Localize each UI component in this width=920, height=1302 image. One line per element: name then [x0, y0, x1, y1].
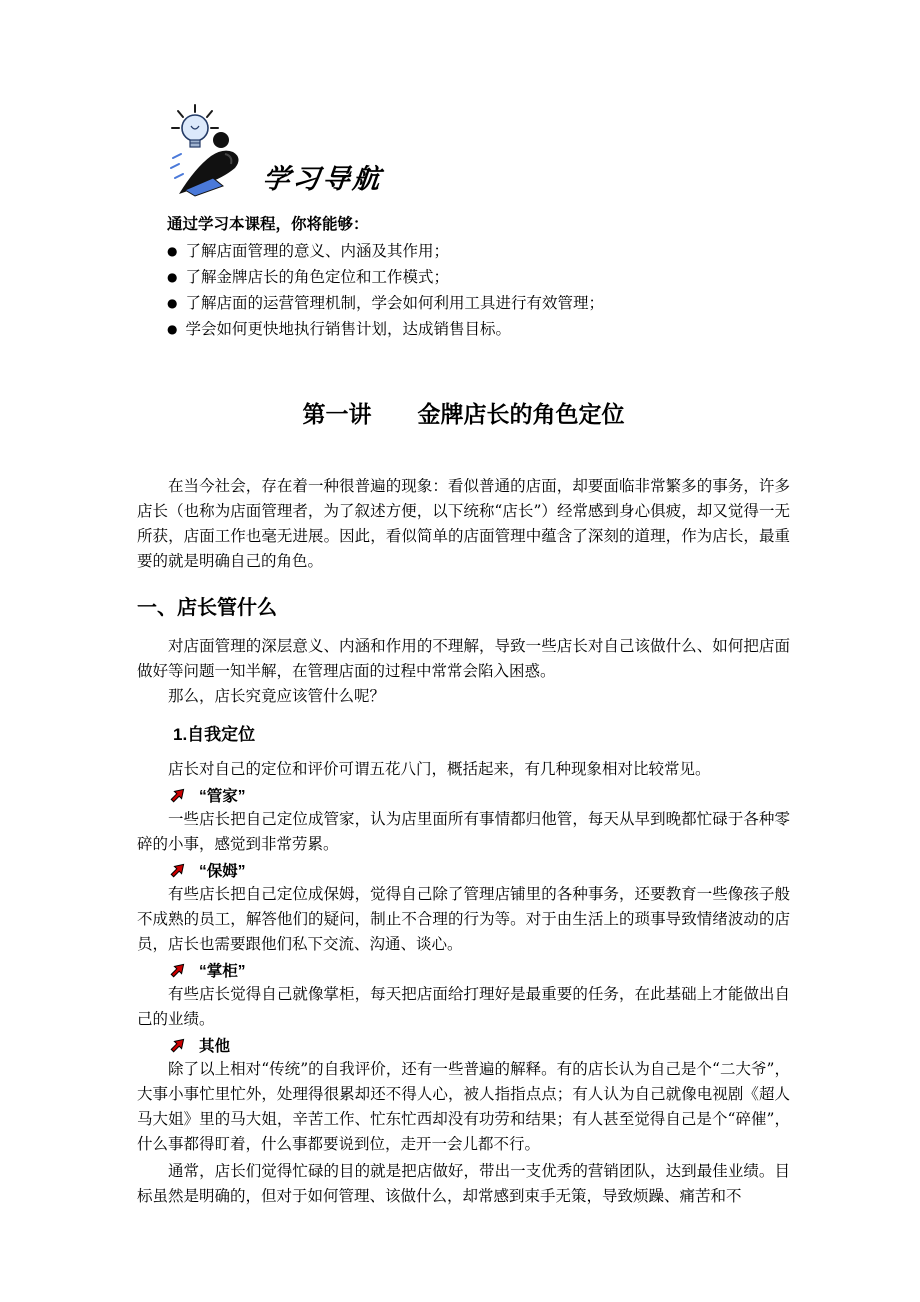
section-heading: 一、店长管什么: [137, 597, 277, 619]
banner-title: 学习导航: [261, 164, 385, 195]
bullet-icon: ●: [167, 296, 178, 310]
red-arrow-icon: [169, 786, 187, 804]
self-position-item-header: [169, 957, 790, 982]
objective-text: 学会如何更快地执行销售计划，达成销售目标。: [185, 320, 511, 338]
red-arrow-icon: [169, 1036, 187, 1054]
objective-text: 了解金牌店长的角色定位和工作模式；: [185, 268, 449, 286]
section-paragraph: 对店面管理的深层意义、内涵和作用的不理解，导致一些店长对自己该做什么、如何把店面做好等问题一知半解，在管理店面的过程中常常会陷入困惑。: [137, 637, 790, 680]
item-label: “掌柜”: [199, 962, 246, 980]
lightbulb-reader-clipart-image: [165, 102, 253, 200]
item-paragraph: 有些店长把自己定位成保姆，觉得自己除了管理店铺里的各种事务，还要教育一些像孩子般不成熟的员工，解答他们的疑问，制止不合理的行为等。对于由生活上的琐事导致情绪波动的店员，店长也需要跟他们私下交流、沟通、谈心。: [137, 885, 790, 953]
course-objectives: [167, 212, 790, 342]
item-label: “保姆”: [199, 862, 246, 880]
item-paragraph: 有些店长觉得自己就像掌柜，每天把店面给打理好是最重要的任务，在此基础上才能做出自己的业绩。: [137, 985, 790, 1028]
red-arrow-icon: [169, 861, 187, 879]
subsection-heading: 1.自我定位: [173, 725, 256, 744]
objective-text: 了解店面管理的意义、内涵及其作用；: [185, 242, 449, 260]
self-position-item-header: [169, 782, 790, 807]
bullet-icon: ●: [167, 270, 178, 284]
objective-item: [167, 290, 790, 316]
item-paragraph: 一些店长把自己定位成管家，认为店里面所有事情都归他管，每天从早到晚都忙碌于各种零碎的小事，感觉到非常劳累。: [137, 810, 790, 853]
study-nav-banner: [137, 100, 790, 200]
bullet-icon: ●: [167, 244, 178, 258]
self-position-item-header: [169, 1032, 790, 1057]
objective-text: 了解店面的运营管理机制，学会如何利用工具进行有效管理；: [185, 294, 604, 312]
item-label: 其他: [199, 1037, 231, 1055]
objective-item: [167, 264, 790, 290]
objective-item: [167, 316, 790, 342]
intro-paragraph: 在当今社会，存在着一种很普遍的现象：看似普通的店面，却要面临非常繁多的事务，许多店长（也称为店面管理者，为了叙述方便，以下统称“店长”）经常感到身心俱疲，却又觉得一无所获，店面工作也毫无进展。因此，看似简单的店面管理中蕴含了深刻的道理，作为店长，最重要的就是明确自己的角色。: [137, 477, 790, 570]
item-label: “管家”: [199, 787, 246, 805]
red-arrow-icon: [169, 961, 187, 979]
closing-paragraph: 通常，店长们觉得忙碌的目的就是把店做好，带出一支优秀的营销团队，达到最佳业绩。目标虽然是明确的，但对于如何管理、该做什么，却常感到束手无策，导致烦躁、痛苦和不: [137, 1162, 790, 1205]
objectives-label: 通过学习本课程，你将能够：: [167, 216, 369, 233]
subsection-lead-paragraph: 店长对自己的定位和评价可谓五花八门，概括起来，有几种现象相对比较常见。: [168, 760, 711, 778]
objective-item: [167, 238, 790, 264]
self-position-item-header: [169, 857, 790, 882]
item-paragraph: 除了以上相对“传统”的自我评价，还有一些普遍的解释。有的店长认为自己是个“二大爷”，大事小事忙里忙外，处理得很累却还不得人心，被人指指点点；有人认为自己就像电视剧《超人马大姐》里的马大姐，辛苦工作、忙东忙西却没有功劳和结果；有人甚至觉得自己是个“碎催”，什么事都得盯着，什么事都要说到位，走开一会儿都不行。: [137, 1060, 790, 1153]
bullet-icon: ●: [167, 322, 178, 336]
section-paragraph: 那么，店长究竟应该管什么呢？: [168, 687, 386, 705]
chapter-title: 第一讲 金牌店长的角色定位: [302, 401, 625, 427]
objectives-list: [167, 238, 790, 342]
